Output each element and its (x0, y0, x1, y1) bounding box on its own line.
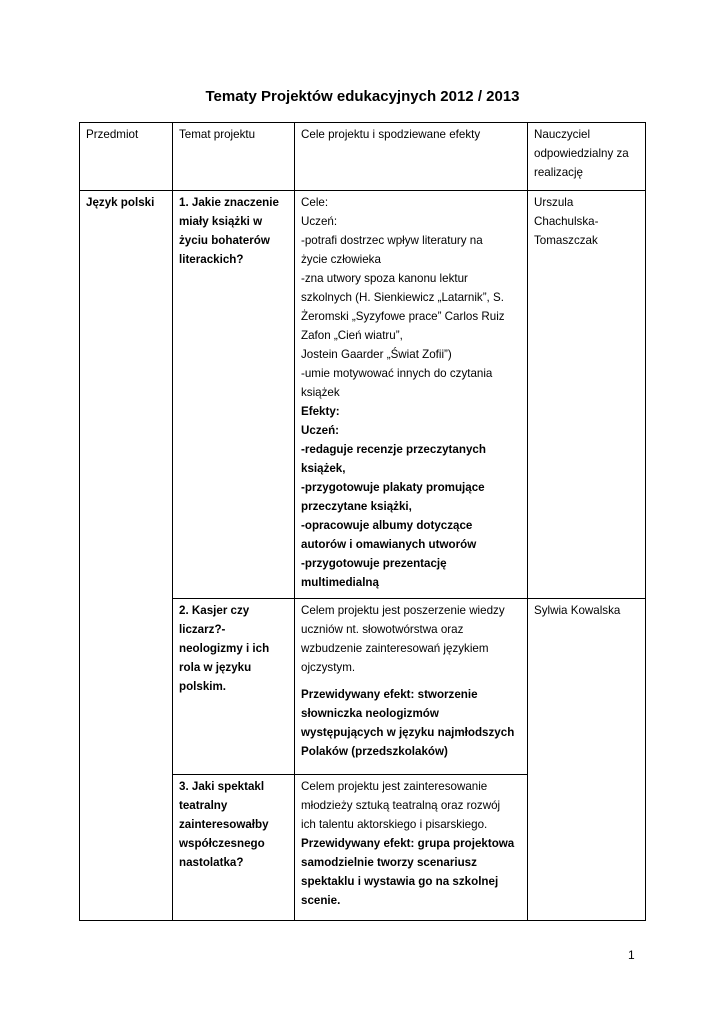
goals-cell (295, 775, 528, 921)
effects-line: Efekty: (301, 405, 340, 418)
header-row (80, 123, 646, 191)
goals-line: wzbudzenie zainteresowań językiem (301, 642, 489, 655)
effects-line: Przewidywany efekt: stworzenie (301, 688, 478, 701)
effects-line: książek, (301, 462, 346, 475)
topic-line: teatralny (179, 799, 228, 812)
goals-line: -potrafi dostrzec wpływ literatury na (301, 234, 483, 247)
effects-line: autorów i omawianych utworów (301, 538, 477, 551)
header-goals: Cele projektu i spodziewane efekty (295, 123, 528, 191)
topic-line: rola w języku (179, 661, 252, 674)
topic-line: 3. Jaki spektakl (179, 780, 265, 793)
topic-line: neologizmy i ich (179, 642, 270, 655)
effects-line: przeczytane książki, (301, 500, 412, 513)
header-teacher-line: odpowiedzialny za (534, 147, 629, 160)
header-teacher (528, 123, 646, 191)
topic-cell (173, 191, 295, 599)
subject-cell: Język polski (80, 191, 173, 921)
goals-cell (295, 191, 528, 599)
projects-table (79, 122, 646, 921)
goals-line: młodzieży sztuką teatralną oraz rozwój (301, 799, 501, 812)
teacher-line: Urszula (534, 196, 574, 209)
topic-line: polskim. (179, 680, 227, 693)
header-subject: Przedmiot (80, 123, 173, 191)
effects-line: samodzielnie tworzy scenariusz (301, 856, 477, 869)
goals-line: uczniów nt. słowotwórstwa oraz (301, 623, 464, 636)
goals-line: Uczeń: (301, 215, 338, 228)
effects-line: multimedialną (301, 576, 379, 589)
effects-line: spektaklu i wystawia go na szkolnej (301, 875, 499, 888)
goals-line: Zafon „Cień wiatru”, (301, 329, 403, 342)
effects-line: -redaguje recenzje przeczytanych (301, 443, 486, 456)
goals-cell (295, 599, 528, 775)
topic-line: literackich? (179, 253, 244, 266)
effects-line: występujących w języku najmłodszych (301, 726, 515, 739)
header-teacher-line: Nauczyciel (534, 128, 591, 141)
page-number: 1 (628, 948, 635, 962)
effects-line: słowniczka neologizmów (301, 707, 439, 720)
effects-line: Polaków (przedszkolaków) (301, 745, 448, 758)
topic-line: życiu bohaterów (179, 234, 270, 247)
teacher-line: Sylwia Kowalska (534, 604, 621, 617)
goals-line: szkolnych (H. Sienkiewicz „Latarnik”, S. (301, 291, 504, 304)
effects-line: -opracowuje albumy dotyczące (301, 519, 473, 532)
topic-line: miały książki w (179, 215, 263, 228)
teacher-cell (528, 191, 646, 599)
effects-line: Przewidywany efekt: grupa projektowa (301, 837, 515, 850)
topic-line: 1. Jakie znaczenie (179, 196, 279, 209)
effects-line: -przygotowuje plakaty promujące (301, 481, 485, 494)
header-teacher-line: realizację (534, 166, 583, 179)
teacher-line: Chachulska- (534, 215, 599, 228)
goals-line: -zna utwory spoza kanonu lektur (301, 272, 468, 285)
table-row (80, 191, 646, 599)
goals-line: ich talentu aktorskiego i pisarskiego. (301, 818, 488, 831)
goals-line: Celem projektu jest zainteresowanie (301, 780, 488, 793)
goals-line: Cele: (301, 196, 329, 209)
effects-line: scenie. (301, 894, 341, 907)
topic-line: zainteresowałby (179, 818, 269, 831)
goals-line: książek (301, 386, 340, 399)
effects-line: Uczeń: (301, 424, 340, 437)
teacher-cell (528, 599, 646, 921)
topic-cell (173, 599, 295, 775)
page-title: Tematy Projektów edukacyjnych 2012 / 2013 (205, 88, 520, 105)
goals-line: -umie motywować innych do czytania (301, 367, 493, 380)
goals-line: Celem projektu jest poszerzenie wiedzy (301, 604, 505, 617)
topic-line: liczarz?- (179, 623, 226, 636)
topic-line: współczesnego (179, 837, 265, 850)
topic-line: nastolatka? (179, 856, 244, 869)
topic-cell (173, 775, 295, 921)
teacher-line: Tomaszczak (534, 234, 598, 247)
header-topic: Temat projektu (173, 123, 295, 191)
effects-line: -przygotowuje prezentację (301, 557, 447, 570)
goals-line: życie człowieka (301, 253, 381, 266)
topic-line: 2. Kasjer czy (179, 604, 250, 617)
goals-line: ojczystym. (301, 661, 356, 674)
goals-line: Żeromski „Syzyfowe prace” Carlos Ruiz (301, 310, 505, 323)
goals-line: Jostein Gaarder „Świat Zofii”) (301, 348, 452, 361)
